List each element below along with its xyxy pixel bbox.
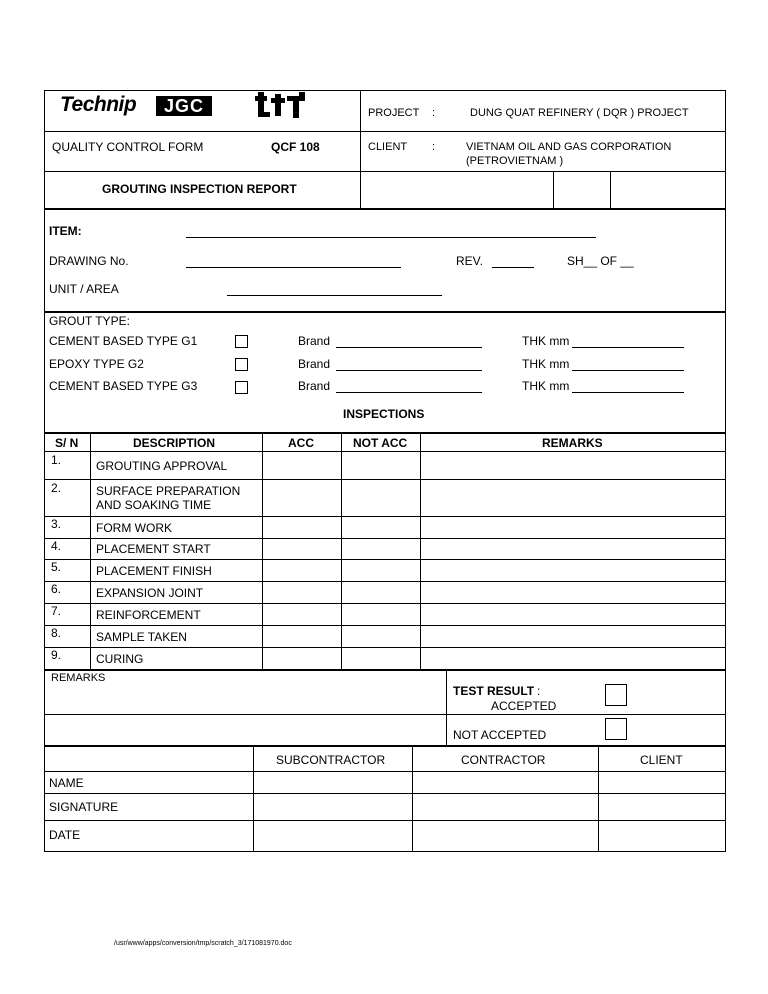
test-result-label: TEST RESULT — [453, 684, 535, 698]
sheet-label: SH__ OF __ — [567, 254, 634, 268]
table-row-sn: 1. — [51, 453, 62, 467]
client-value-2: (PETROVIETNAM ) — [466, 155, 564, 167]
item-field[interactable] — [186, 237, 596, 238]
table-row-sn: 5. — [51, 560, 62, 574]
accepted-checkbox[interactable] — [605, 684, 627, 706]
not-accepted-label: NOT ACCEPTED — [453, 728, 547, 742]
grout-g3-thk-label: THK mm — [522, 379, 570, 393]
grout-type-title: GROUT TYPE: — [49, 314, 130, 328]
project-value: DUNG QUAT REFINERY ( DQR ) PROJECT — [470, 107, 689, 119]
table-row-desc: EXPANSION JOINT — [96, 586, 204, 600]
table-row-desc: PLACEMENT START — [96, 542, 211, 556]
grout-g1-thk-field[interactable] — [572, 347, 684, 348]
grout-g3-checkbox[interactable] — [235, 381, 248, 394]
rev-field[interactable] — [492, 267, 534, 268]
accepted-label: ACCEPTED — [491, 699, 557, 713]
col-header-not-acc: NOT ACC — [353, 436, 408, 450]
table-row-desc: FORM WORK — [96, 521, 172, 535]
grout-g2-brand-label: Brand — [298, 357, 331, 371]
grout-g2-thk-field[interactable] — [572, 370, 684, 371]
table-row-sn: 8. — [51, 626, 62, 640]
jgc-logo: JGC — [156, 96, 212, 116]
table-row-desc: GROUTING APPROVAL — [96, 459, 228, 473]
table-row-desc: SAMPLE TAKEN — [96, 630, 187, 644]
client-label: CLIENT — [368, 141, 408, 153]
inspections-title: INSPECTIONS — [343, 407, 425, 421]
report-title: GROUTING INSPECTION REPORT — [102, 182, 297, 196]
col-header-remarks: REMARKS — [542, 436, 603, 450]
signoff-col-client: CLIENT — [640, 753, 683, 767]
signoff-col-contractor: CONTRACTOR — [461, 753, 546, 767]
col-header-description: DESCRIPTION — [133, 436, 216, 450]
grout-g1-checkbox[interactable] — [235, 335, 248, 348]
signoff-row-name: NAME — [49, 776, 84, 790]
col-header-acc: ACC — [288, 436, 314, 450]
drawing-field[interactable] — [186, 267, 401, 268]
grout-g2-thk-label: THK mm — [522, 357, 570, 371]
grout-type-g1: CEMENT BASED TYPE G1 — [49, 334, 198, 348]
form-code: QCF 108 — [271, 140, 320, 154]
grout-type-g2: EPOXY TYPE G2 — [49, 357, 144, 371]
grout-g2-checkbox[interactable] — [235, 358, 248, 371]
grout-g1-brand-field[interactable] — [336, 347, 482, 348]
table-row-sn: 3. — [51, 517, 62, 531]
client-value-1: VIETNAM OIL AND GAS CORPORATION — [466, 141, 672, 153]
table-row-sn: 6. — [51, 582, 62, 596]
unit-field[interactable] — [227, 295, 442, 296]
grout-g3-thk-field[interactable] — [572, 392, 684, 393]
grout-g1-thk-label: THK mm — [522, 334, 570, 348]
table-row-desc: PLACEMENT FINISH — [96, 564, 212, 578]
grout-g1-brand-label: Brand — [298, 334, 331, 348]
signoff-row-date: DATE — [49, 828, 81, 842]
signoff-row-signature: SIGNATURE — [49, 800, 119, 814]
rev-label: REV. — [456, 254, 483, 268]
table-row-desc: SURFACE PREPARATION — [96, 484, 241, 498]
table-row-sn: 7. — [51, 604, 62, 618]
col-header-sn: S/ N — [55, 436, 79, 450]
table-row-sn: 4. — [51, 539, 62, 553]
remarks-label: REMARKS — [51, 672, 106, 684]
table-row-sn: 2. — [51, 481, 62, 495]
grout-g3-brand-field[interactable] — [336, 392, 482, 393]
grout-g3-brand-label: Brand — [298, 379, 331, 393]
form-label: QUALITY CONTROL FORM — [52, 140, 204, 154]
table-row-desc: REINFORCEMENT — [96, 608, 201, 622]
table-row-desc-2: AND SOAKING TIME — [96, 498, 212, 512]
technip-logo: Technip — [60, 93, 137, 116]
project-label: PROJECT — [368, 107, 420, 119]
tti-logo-icon — [255, 92, 307, 120]
table-row-sn: 9. — [51, 648, 62, 662]
table-row-desc: CURING — [96, 652, 144, 666]
drawing-label: DRAWING No. — [49, 254, 129, 268]
grout-type-g3: CEMENT BASED TYPE G3 — [49, 379, 198, 393]
unit-label: UNIT / AREA — [49, 282, 119, 296]
item-label: ITEM: — [49, 224, 82, 238]
signoff-col-subcontractor: SUBCONTRACTOR — [276, 753, 386, 767]
not-accepted-checkbox[interactable] — [605, 718, 627, 740]
footer-path: /usr/www/apps/conversion/tmp/scratch_3/171081970.doc — [114, 940, 292, 947]
grout-g2-brand-field[interactable] — [336, 370, 482, 371]
